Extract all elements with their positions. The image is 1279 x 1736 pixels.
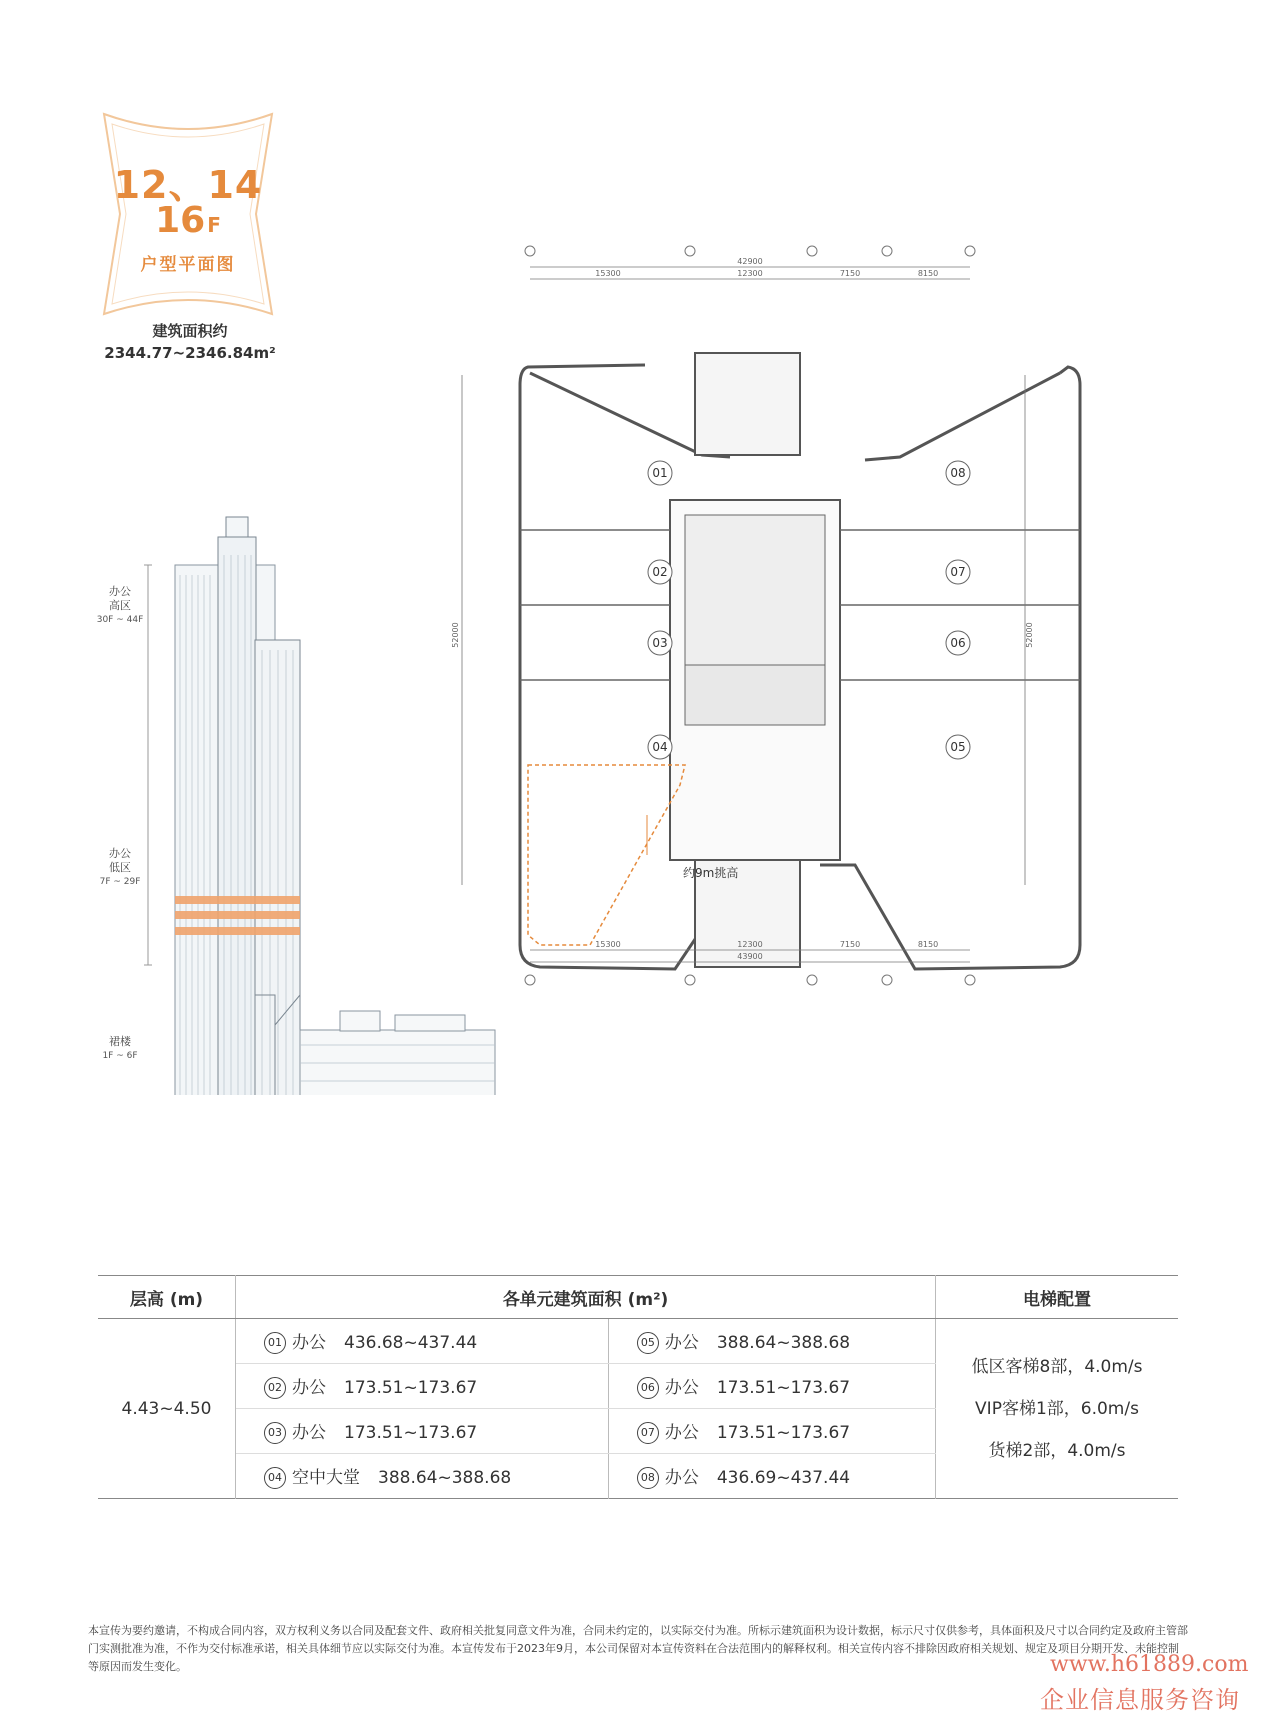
- unit-area: 173.51~173.67: [344, 1423, 478, 1443]
- unit-cell: [608, 1364, 935, 1409]
- unit-number: 02: [264, 1377, 286, 1399]
- table-row: [98, 1319, 1178, 1364]
- zone-podium-name: 裙楼: [109, 1035, 131, 1048]
- header-floor-height: 层高 (m): [98, 1276, 236, 1319]
- unit-number: 05: [637, 1332, 659, 1354]
- unit-02-label: 02: [652, 565, 668, 579]
- unit-type: 办公: [664, 1423, 699, 1443]
- unit-number: 06: [637, 1377, 659, 1399]
- unit-area: 388.64~388.68: [716, 1333, 851, 1353]
- unit-type: 办公: [664, 1468, 699, 1488]
- unit-05-label: 05: [950, 740, 966, 754]
- unit-type: 空中大堂: [292, 1468, 360, 1488]
- unit-cell: [608, 1409, 935, 1454]
- dim-top-total: 42900: [737, 257, 763, 266]
- floor-height-value: 4.43~4.50: [98, 1319, 236, 1499]
- unit-number: 04: [264, 1467, 286, 1489]
- unit-area: 436.69~437.44: [716, 1468, 851, 1488]
- dim-top-1: 15300: [595, 269, 621, 278]
- header-elevator: 电梯配置: [936, 1276, 1179, 1319]
- unit-number: 07: [637, 1422, 659, 1444]
- floors-line-1: 12、14: [113, 163, 263, 207]
- double-height-annotation: 约9m挑高: [683, 866, 739, 880]
- unit-06-label: 06: [950, 636, 966, 650]
- zone-high: [85, 585, 155, 627]
- floor-badge: [98, 110, 278, 320]
- watermark-name: 企业信息服务咨询: [1040, 1686, 1240, 1714]
- elevator-config: [936, 1319, 1179, 1499]
- unit-cell: [608, 1319, 935, 1364]
- elevator-item: 低区客梯8部，4.0m/s: [971, 1356, 1143, 1377]
- zone-low-range: 7F ~ 29F: [99, 877, 141, 887]
- zone-low: [85, 847, 155, 889]
- area-value: 2344.77~2346.84m²: [104, 344, 276, 362]
- dim-side-total-left: 52000: [451, 622, 460, 648]
- unit-08-label: 08: [950, 466, 966, 480]
- unit-cell: [236, 1409, 609, 1454]
- zone-high-range: 30F ~ 44F: [96, 615, 144, 625]
- unit-type: 办公: [292, 1333, 326, 1353]
- unit-03-label: 03: [652, 636, 668, 650]
- unit-area: 173.51~173.67: [716, 1378, 851, 1398]
- dim-bottom-4: 8150: [917, 940, 939, 949]
- unit-type: 办公: [664, 1333, 699, 1353]
- floors-line-2: [98, 200, 278, 241]
- zone-high-name: 办公 高区: [109, 585, 131, 612]
- unit-type: 办公: [292, 1423, 326, 1443]
- zone-podium: [85, 1035, 155, 1063]
- unit-type: 办公: [292, 1378, 326, 1398]
- unit-cell: [236, 1364, 609, 1409]
- area-label: 建筑面积约: [152, 322, 228, 340]
- unit-cell: [608, 1454, 935, 1499]
- unit-01-label: 01: [652, 466, 668, 480]
- unit-cell: [236, 1454, 609, 1499]
- dim-bottom-1: 15300: [595, 940, 621, 949]
- unit-number: 08: [637, 1467, 659, 1489]
- badge-caption: 户型平面图: [140, 255, 236, 275]
- unit-number: 01: [264, 1332, 286, 1354]
- elevator-item: 货梯2部，4.0m/s: [988, 1440, 1126, 1461]
- zone-podium-range: 1F ~ 6F: [102, 1051, 138, 1061]
- zone-low-name: 办公 低区: [109, 847, 131, 874]
- dim-side-total-right: 52000: [1025, 622, 1034, 648]
- floors-unit: F: [207, 213, 221, 237]
- unit-number: 03: [264, 1422, 286, 1444]
- dim-bottom-2: 12300: [737, 940, 763, 949]
- dim-top-4: 8150: [917, 269, 939, 278]
- disclaimer-text: 本宣传为要约邀请，不构成合同内容，双方权利义务以合同及配套文件、政府相关批复同意文件为准，合同未约定的，以实际交付为准。所标示建筑面积为设计数据，标示尺寸仅供参考，具体面积及尺寸以合同约定及政府主管部门实测批准为准，不作为交付标准承诺，相关具体细节应以实际交付为准。本宣传发布于2023年9月，本公司保留对本宣传资料在合法范围内的解释权利。相关宣传内容不排除因政府相关规划、规定及项目分期开发、未能控制等原因而发生变化。: [88, 1624, 1188, 1673]
- dim-bottom-3: 7150: [839, 940, 861, 949]
- floors-number: 16: [155, 200, 206, 241]
- unit-area: 436.68~437.44: [344, 1333, 478, 1353]
- unit-area: 388.64~388.68: [378, 1468, 512, 1488]
- dim-top-2: 12300: [737, 269, 763, 278]
- unit-cell: [236, 1319, 609, 1364]
- unit-area: 173.51~173.67: [716, 1423, 851, 1443]
- unit-04-label: 04: [652, 740, 668, 754]
- unit-area: 173.51~173.67: [344, 1378, 478, 1398]
- elevator-item: VIP客梯1部，6.0m/s: [975, 1398, 1139, 1419]
- floor-plan: [440, 245, 1190, 1105]
- unit-07-label: 07: [950, 565, 966, 579]
- watermark-url: www.h61889.com: [1050, 1652, 1249, 1677]
- floor-plan-outline: [520, 353, 1080, 969]
- dim-top-3: 7150: [839, 269, 861, 278]
- header-unit-area: 各单元建筑面积 (m²): [236, 1276, 936, 1319]
- unit-type: 办公: [664, 1378, 699, 1398]
- spec-table: [98, 1275, 1178, 1499]
- dim-bottom-total: 43900: [737, 952, 763, 961]
